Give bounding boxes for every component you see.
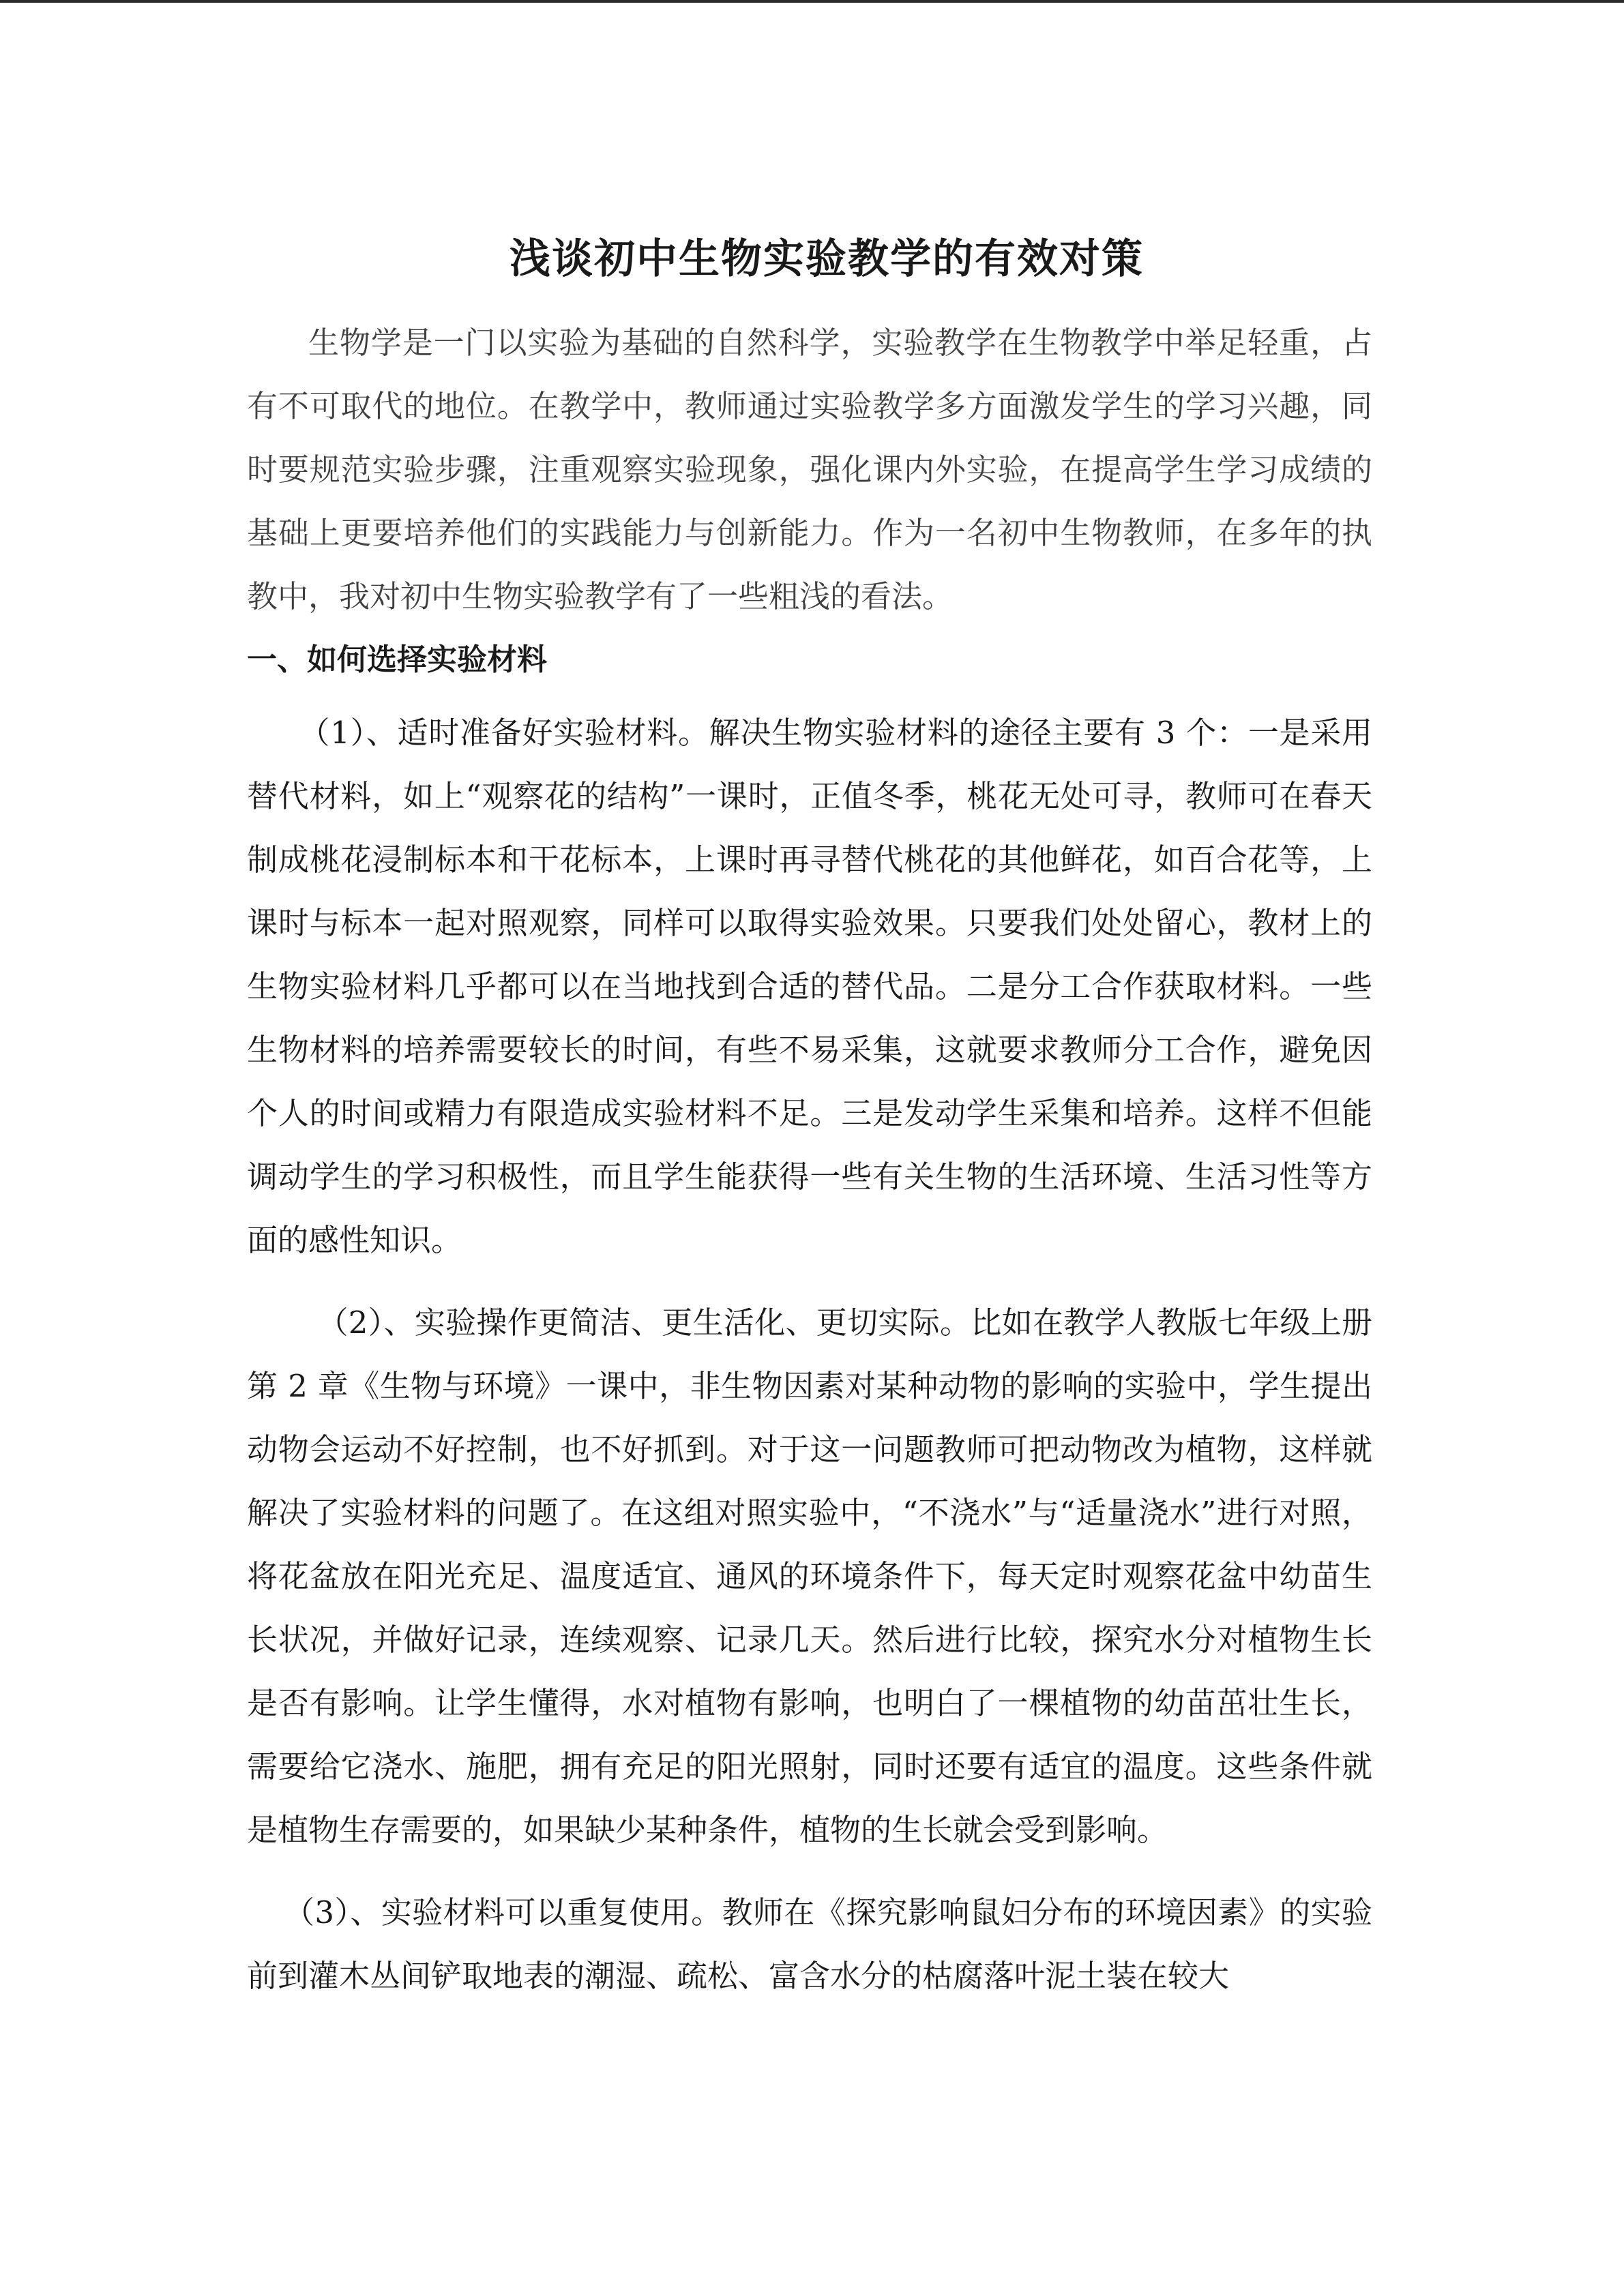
page-top-border <box>0 0 1624 3</box>
section-1 <box>247 628 1372 2008</box>
section-1-paragraph-1: （1）、适时准备好实验材料。解决生物实验材料的途径主要有 3 个：一是采用替代材料，如上“观察花的结构”一课时，正值冬季，桃花无处可寻，教师可在春天制成桃花浸制标本和干花标本，上课时再寻替代桃花的其他鲜花，如百合花等，上课时与标本一起对照观察，同样可以取得实验效果。只要我们处处留心，教材上的生物实验材料几乎都可以在当地找到合适的替代品。二是分工合作获取材料。一些生物材料的培养需要较长的时间，有些不易采集，这就要求教师分工合作，避免因个人的时间或精力有限造成实验材料不足。三是发动学生采集和培养。这样不但能调动学生的学习积极性，而且学生能获得一些有关生物的生活环境、生活习性等方面的感性知识。 <box>247 715 1372 1258</box>
section-1-paragraph-3: （3）、实验材料可以重复使用。教师在《探究影响鼠妇分布的环境因素》的实验前到灌木丛间铲取地表的潮湿、疏松、富含水分的枯腐落叶泥土装在较大 <box>247 1894 1372 1994</box>
document-page <box>247 225 1372 2027</box>
document-title: 浅谈初中生物实验教学的有效对策 <box>510 235 1144 283</box>
intro-paragraph: 生物学是一门以实验为基础的自然科学，实验教学在生物教学中举足轻重，占有不可取代的地位。在教学中，教师通过实验教学多方面激发学生的学习兴趣，同时要规范实验步骤，注重观察实验现象，强化课内外实验，在提高学生学习成绩的基础上更要培养他们的实践能力与创新能力。作为一名初中生物教师，在多年的执教中，我对初中生物实验教学有了一些粗浅的看法。 <box>247 325 1372 614</box>
section-1-paragraph-2: （2）、实验操作更简洁、更生活化、更切实际。比如在教学人教版七年级上册第 2 章《生物与环境》一课中，非生物因素对某种动物的影响的实验中，学生提出动物会运动不好控制，也不好抓到。对于这一问题教师可把动物改为植物，这样就解决了实验材料的问题了。在这组对照实验中，“不浇水”与“适量浇水”进行对照，将花盆放在阳光充足、温度适宜、通风的环境条件下，每天定时观察花盆中幼苗生长状况，并做好记录，连续观察、记录几天。然后进行比较，探究水分对植物生长是否有影响。让学生懂得，水对植物有影响，也明白了一棵植物的幼苗茁壮生长，需要给它浇水、施肥，拥有充足的阳光照射，同时还要有适宜的温度。这些条件就是植物生存需要的，如果缺少某种条件，植物的生长就会受到影响。 <box>247 1304 1372 1848</box>
section-1-heading: 一、如何选择实验材料 <box>247 642 547 677</box>
